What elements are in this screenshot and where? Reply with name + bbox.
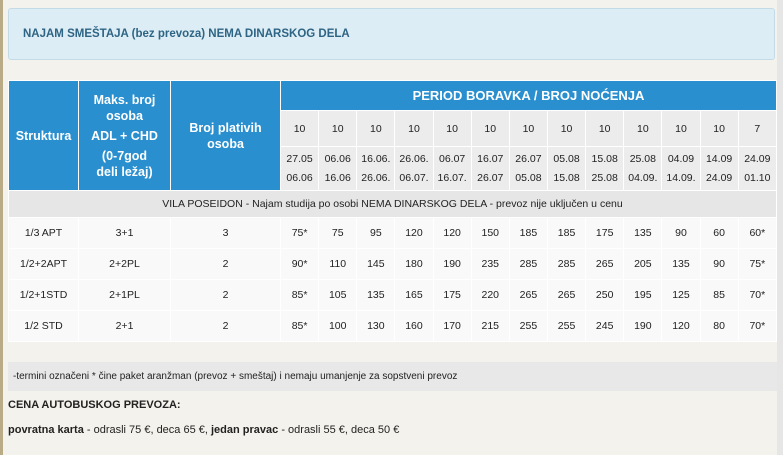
header-broj-label: Broj plativih osoba — [189, 120, 262, 151]
maks-cell: 3+1 — [79, 218, 171, 249]
date-range-cell — [586, 147, 624, 191]
price-cell: 120 — [433, 218, 471, 249]
date-from: 06.06 — [324, 152, 351, 165]
jedan-pravac-label: jedan pravac — [211, 424, 279, 436]
date-to: 01.10 — [744, 171, 771, 184]
date-range-cell — [624, 147, 662, 191]
date-range-cell — [433, 147, 471, 191]
price-cell: 265 — [509, 280, 547, 311]
price-cell: 190 — [433, 249, 471, 280]
date-from: 26.06. — [399, 152, 429, 165]
price-cell: 245 — [586, 311, 624, 342]
date-to: 14.09. — [666, 171, 696, 184]
date-to: 06.06 — [286, 171, 313, 184]
header-maks-broj — [79, 81, 171, 191]
nights-cell: 10 — [281, 111, 319, 147]
date-to: 25.08 — [591, 171, 618, 184]
price-cell: 190 — [624, 311, 662, 342]
date-range-cell — [547, 147, 585, 191]
date-to: 04.09. — [628, 171, 658, 184]
price-cell: 60* — [738, 218, 776, 249]
bus-prices — [8, 424, 399, 436]
nights-cell: 7 — [738, 111, 776, 147]
bus-price-title: CENA AUTOBUSKOG PREVOZA: — [8, 399, 181, 411]
date-to: 26.06. — [361, 171, 391, 184]
date-from: 26.07 — [515, 152, 542, 165]
price-cell: 95 — [357, 218, 395, 249]
price-cell: 120 — [395, 218, 433, 249]
price-cell: 75* — [281, 218, 319, 249]
price-cell: 235 — [471, 249, 509, 280]
price-table — [8, 80, 777, 342]
price-cell: 285 — [509, 249, 547, 280]
date-to: 15.08 — [553, 171, 580, 184]
price-cell: 220 — [471, 280, 509, 311]
price-cell: 85 — [700, 280, 738, 311]
notice-banner: NAJAM SMEŠTAJA (bez prevoza) NEMA DINARSKOG DELA — [8, 8, 775, 60]
nights-cell: 10 — [357, 111, 395, 147]
price-cell: 120 — [662, 311, 700, 342]
header-broj-plativih — [171, 81, 281, 191]
povratna-text: - odrasli 75 €, deca 65 €, — [83, 424, 211, 436]
price-cell: 110 — [319, 249, 357, 280]
date-range-cell — [471, 147, 509, 191]
jedan-pravac-text: - odrasli 55 €, deca 50 € — [278, 424, 400, 436]
date-range-cell — [662, 147, 700, 191]
nights-cell: 10 — [395, 111, 433, 147]
date-range-cell — [509, 147, 547, 191]
price-cell: 75* — [738, 249, 776, 280]
table-row — [9, 311, 777, 342]
nights-cell: 10 — [624, 111, 662, 147]
price-cell: 70* — [738, 280, 776, 311]
header-maks-line1: Maks. broj osoba — [93, 92, 156, 123]
price-cell: 205 — [624, 249, 662, 280]
date-to: 05.08 — [515, 171, 542, 184]
struktura-cell: 1/2+1STD — [9, 280, 79, 311]
nights-cell: 10 — [319, 111, 357, 147]
date-from: 16.07 — [477, 152, 504, 165]
price-cell: 250 — [586, 280, 624, 311]
price-cell: 130 — [357, 311, 395, 342]
price-cell: 80 — [700, 311, 738, 342]
date-range-cell — [700, 147, 738, 191]
date-from: 04.09 — [667, 152, 695, 165]
nights-cell: 10 — [586, 111, 624, 147]
date-to: 26.07 — [477, 171, 504, 184]
date-from: 27.05 — [286, 152, 313, 165]
price-cell: 170 — [433, 311, 471, 342]
price-cell: 90 — [700, 249, 738, 280]
price-cell: 150 — [471, 218, 509, 249]
vila-note: VILA POSEIDON - Najam studija po osobi NEMA DINARSKOG DELA - prevoz nije uključen u cenu — [9, 191, 777, 218]
nights-cell: 10 — [547, 111, 585, 147]
date-range-cell — [281, 147, 319, 191]
price-cell: 265 — [547, 280, 585, 311]
struktura-cell: 1/3 APT — [9, 218, 79, 249]
price-cell: 145 — [357, 249, 395, 280]
price-cell: 175 — [433, 280, 471, 311]
price-cell: 75 — [319, 218, 357, 249]
header-maks-line2: ADL + CHD — [91, 128, 158, 143]
broj-cell: 3 — [171, 218, 281, 249]
header-period: PERIOD BORAVKA / BROJ NOĆENJA — [281, 81, 777, 111]
price-cell: 135 — [662, 249, 700, 280]
price-cell: 160 — [395, 311, 433, 342]
broj-cell: 2 — [171, 280, 281, 311]
price-cell: 85* — [281, 311, 319, 342]
nights-cell: 10 — [700, 111, 738, 147]
povratna-label: povratna karta — [8, 424, 84, 436]
scrollbar[interactable] — [777, 0, 783, 455]
date-range-cell — [357, 147, 395, 191]
date-to: 24.09 — [705, 171, 733, 184]
price-cell: 175 — [586, 218, 624, 249]
broj-cell: 2 — [171, 311, 281, 342]
price-cell: 195 — [624, 280, 662, 311]
nights-cell: 10 — [471, 111, 509, 147]
price-cell: 135 — [357, 280, 395, 311]
price-cell: 70* — [738, 311, 776, 342]
table-row — [9, 280, 777, 311]
price-cell: 100 — [319, 311, 357, 342]
price-cell: 265 — [586, 249, 624, 280]
footnote: -termini označeni * čine paket aranžman (prevoz + smeštaj) i nemaju umanjenje za sopstveni prevoz — [8, 362, 777, 391]
price-cell: 185 — [547, 218, 585, 249]
header-maks-line3: (0-7god deli ležaj) — [96, 148, 153, 179]
date-from: 15.08 — [591, 152, 618, 165]
nights-cell: 10 — [509, 111, 547, 147]
date-to: 06.07. — [399, 171, 429, 184]
price-cell: 90* — [281, 249, 319, 280]
header-struktura: Struktura — [9, 81, 79, 191]
price-cell: 135 — [624, 218, 662, 249]
broj-cell: 2 — [171, 249, 281, 280]
struktura-cell: 1/2 STD — [9, 311, 79, 342]
date-from: 06.07 — [438, 152, 466, 165]
price-cell: 125 — [662, 280, 700, 311]
price-cell: 215 — [471, 311, 509, 342]
maks-cell: 2+2PL — [79, 249, 171, 280]
date-from: 25.08 — [629, 152, 656, 165]
date-range-cell — [395, 147, 433, 191]
price-cell: 90 — [662, 218, 700, 249]
price-cell: 180 — [395, 249, 433, 280]
nights-cell: 10 — [662, 111, 700, 147]
struktura-cell: 1/2+2APT — [9, 249, 79, 280]
date-from: 16.06. — [361, 152, 391, 165]
price-cell: 285 — [547, 249, 585, 280]
date-to: 16.06 — [324, 171, 351, 184]
date-range-cell — [319, 147, 357, 191]
price-cell: 185 — [509, 218, 547, 249]
date-to: 16.07. — [437, 171, 467, 184]
date-from: 05.08 — [553, 152, 580, 165]
table-row — [9, 218, 777, 249]
price-cell: 85* — [281, 280, 319, 311]
price-cell: 255 — [509, 311, 547, 342]
date-from: 24.09 — [744, 152, 771, 165]
maks-cell: 2+1PL — [79, 280, 171, 311]
date-range-cell — [738, 147, 776, 191]
table-row — [9, 249, 777, 280]
nights-cell: 10 — [433, 111, 471, 147]
price-cell: 165 — [395, 280, 433, 311]
price-cell: 60 — [700, 218, 738, 249]
maks-cell: 2+1 — [79, 311, 171, 342]
price-cell: 255 — [547, 311, 585, 342]
left-border — [0, 0, 3, 455]
date-from: 14.09 — [705, 152, 733, 165]
price-cell: 105 — [319, 280, 357, 311]
